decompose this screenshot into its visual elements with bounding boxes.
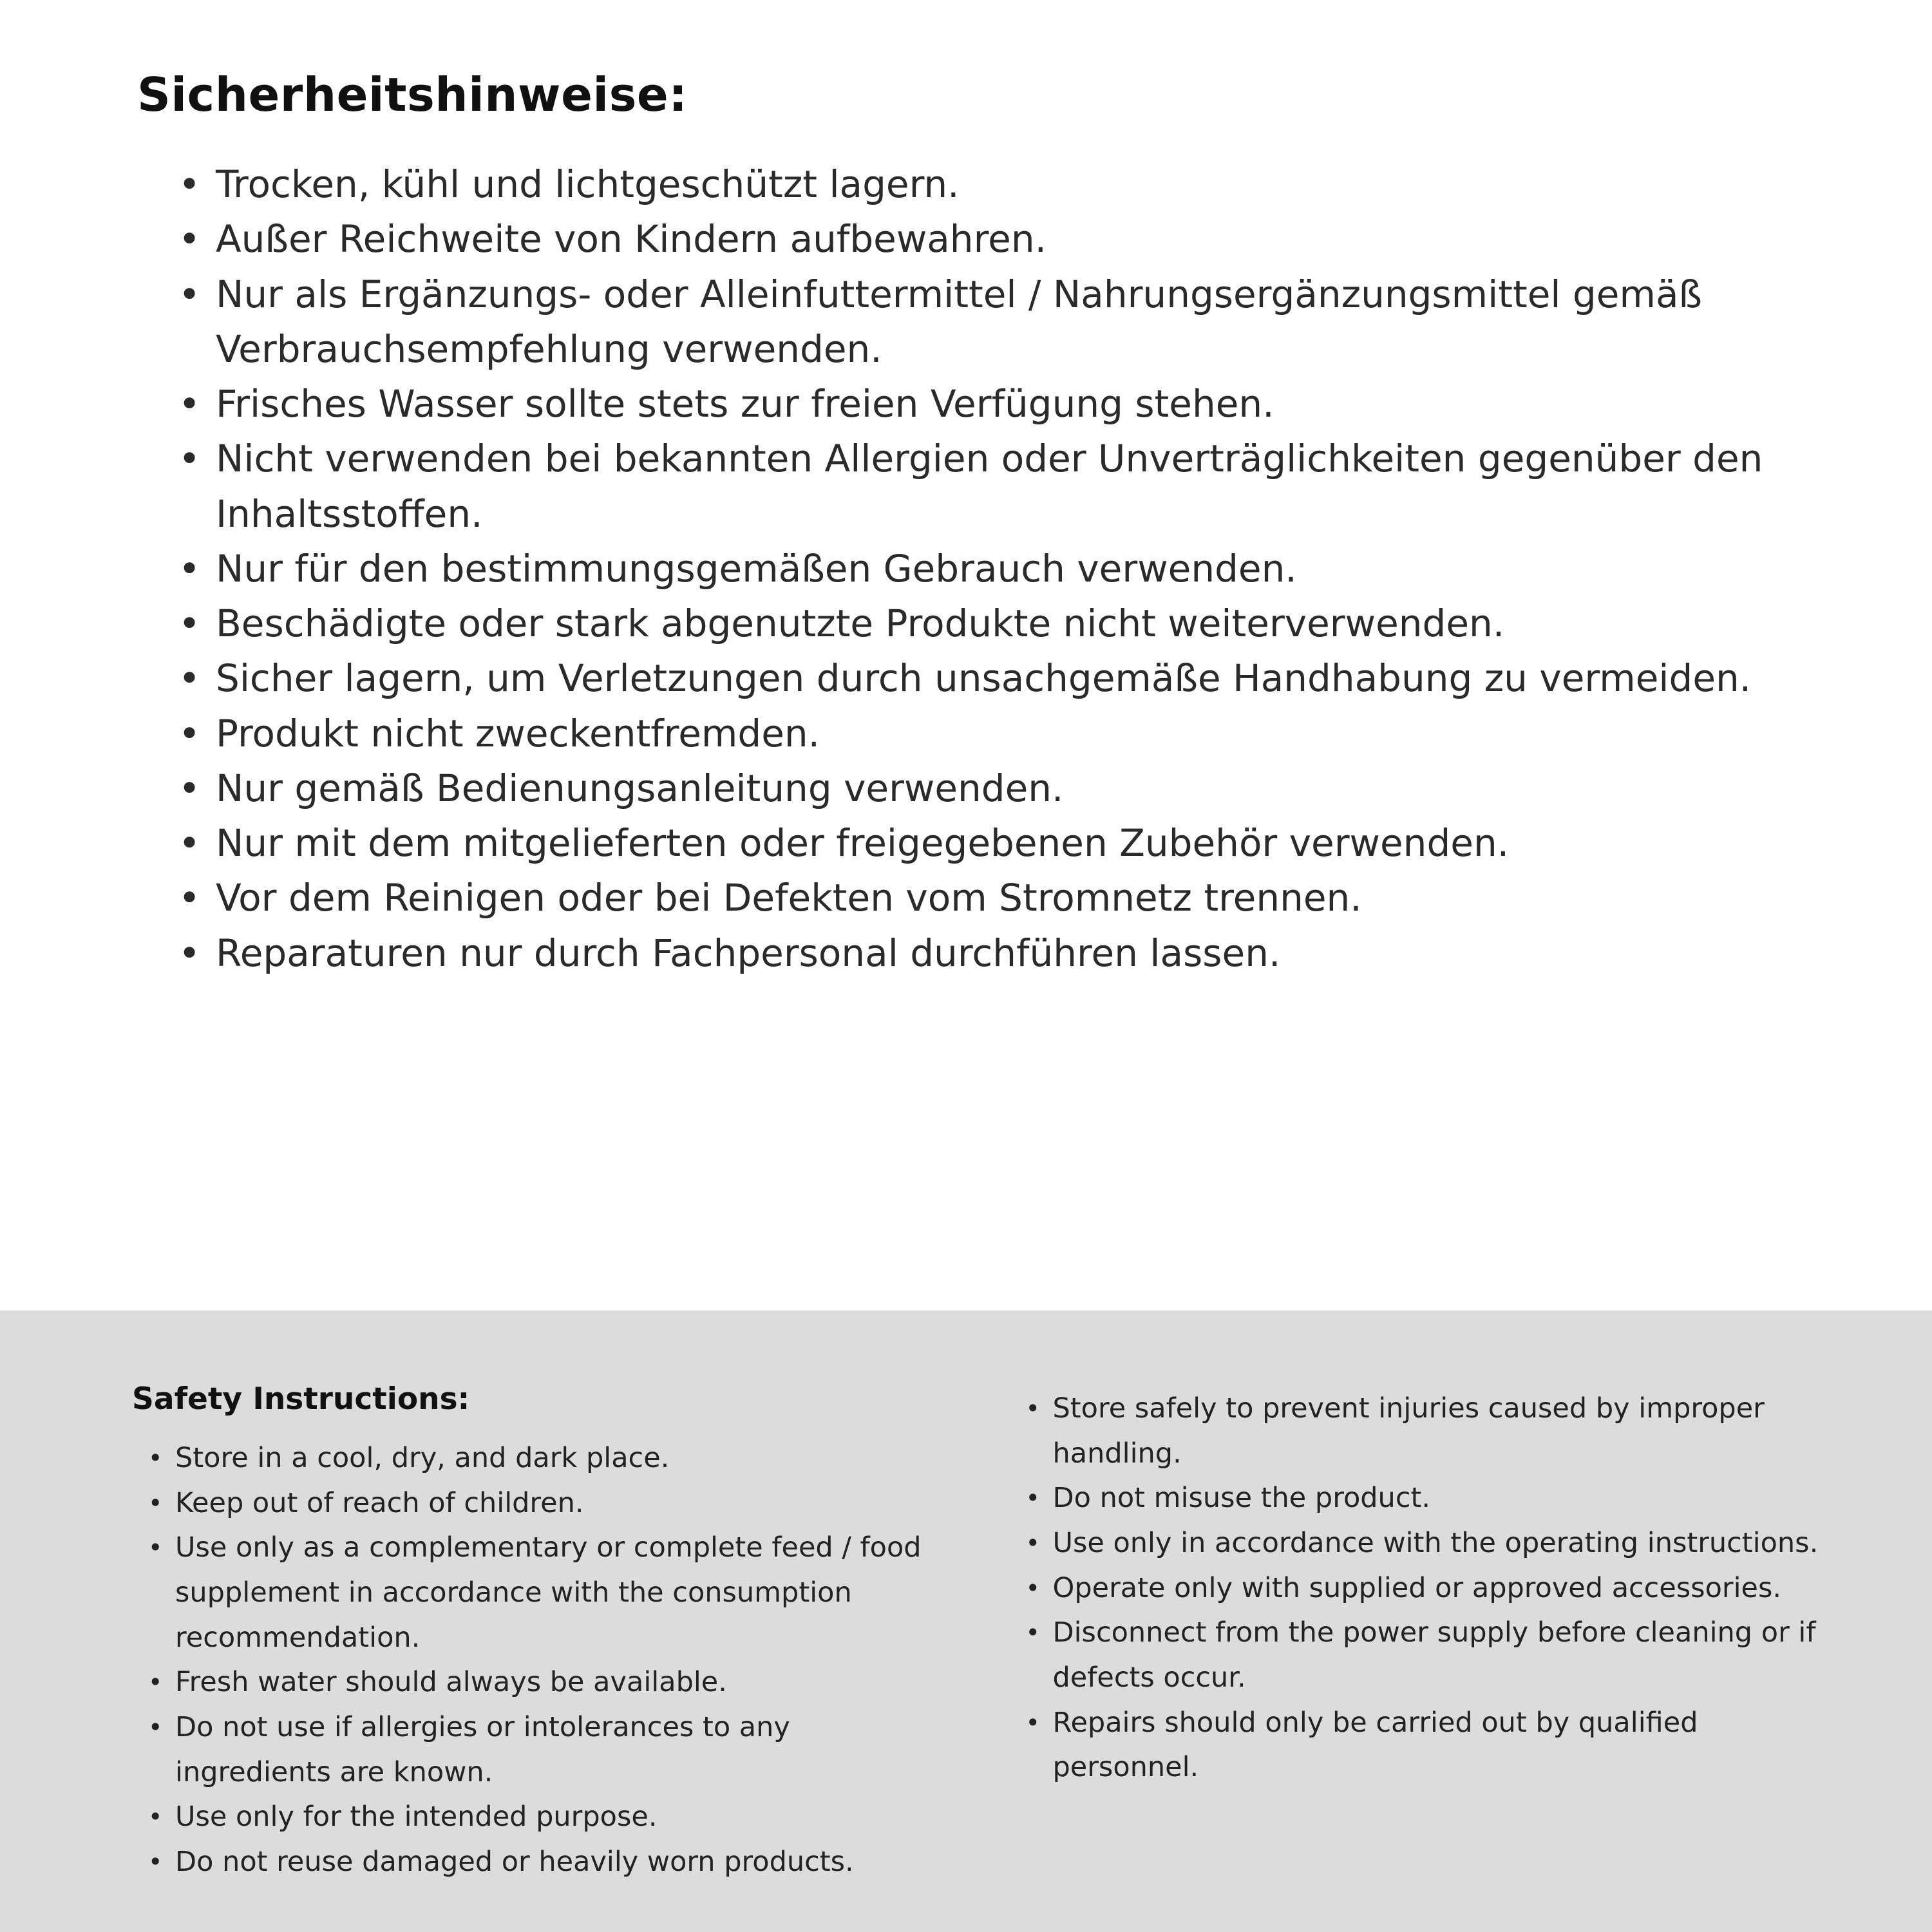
german-safety-item: • Nur für den bestimmungsgemäßen Gebrauch verwenden. <box>178 542 1829 596</box>
english-safety-item: • Store safely to prevent injuries caused by improper handling. <box>1026 1387 1842 1476</box>
german-safety-item: • Nur mit dem mitgelieferten oder freigegebenen Zubehör verwenden. <box>178 816 1829 871</box>
german-safety-item: • Außer Reichweite von Kindern aufbewahren. <box>178 212 1829 267</box>
english-safety-item: • Do not use if allergies or intolerances to any ingredients are known. <box>148 1705 949 1795</box>
german-safety-item: • Sicher lagern, um Verletzungen durch unsachgemäße Handhabung zu vermeiden. <box>178 651 1829 706</box>
german-safety-item: • Produkt nicht zweckentfremden. <box>178 706 1829 761</box>
german-safety-item: • Reparaturen nur durch Fachpersonal durchführen lassen. <box>178 926 1829 981</box>
german-safety-item: • Beschädigte oder stark abgenutzte Produkte nicht weiterverwenden. <box>178 596 1829 651</box>
english-left-column <box>132 1381 949 1893</box>
english-safety-list-left <box>132 1436 949 1885</box>
english-right-column <box>1026 1381 1842 1893</box>
english-safety-item: • Use only for the intended purpose. <box>148 1795 949 1840</box>
english-safety-item: • Use only in accordance with the operating instructions. <box>1026 1521 1842 1566</box>
english-safety-item: • Fresh water should always be available. <box>148 1660 949 1705</box>
english-safety-item: • Do not misuse the product. <box>1026 1476 1842 1521</box>
german-safety-list <box>137 157 1829 981</box>
german-safety-item: • Vor dem Reinigen oder bei Defekten vom Stromnetz trennen. <box>178 871 1829 925</box>
german-safety-item: • Nicht verwenden bei bekannten Allergien oder Unverträglichkeiten gegenüber den Inhaltsstoffen. <box>178 431 1829 542</box>
german-safety-item: • Nur gemäß Bedienungsanleitung verwenden. <box>178 761 1829 816</box>
english-safety-section <box>0 1311 1932 1932</box>
english-safety-item: • Repairs should only be carried out by qualified personnel. <box>1026 1701 1842 1790</box>
english-safety-item: • Operate only with supplied or approved accessories. <box>1026 1566 1842 1611</box>
german-section-heading: Sicherheitshinweise: <box>137 68 688 122</box>
english-safety-item: • Use only as a complementary or complete feed / food supplement in accordance with the consumption recommendation. <box>148 1526 949 1660</box>
english-safety-item: • Do not reuse damaged or heavily worn products. <box>148 1840 949 1885</box>
german-safety-item: • Nur als Ergänzungs- oder Alleinfuttermittel / Nahrungsergänzungsmittel gemäß Verbrauchsempfehlung verwenden. <box>178 267 1829 377</box>
english-safety-list-right <box>1026 1381 1842 1790</box>
german-safety-item: • Trocken, kühl und lichtgeschützt lagern. <box>178 157 1829 212</box>
english-safety-item: • Keep out of reach of children. <box>148 1481 949 1526</box>
english-safety-item: • Store in a cool, dry, and dark place. <box>148 1436 949 1481</box>
english-safety-item: • Disconnect from the power supply before cleaning or if defects occur. <box>1026 1611 1842 1700</box>
german-safety-item: • Frisches Wasser sollte stets zur freien Verfügung stehen. <box>178 377 1829 431</box>
english-section-heading: Safety Instructions: <box>132 1381 470 1417</box>
